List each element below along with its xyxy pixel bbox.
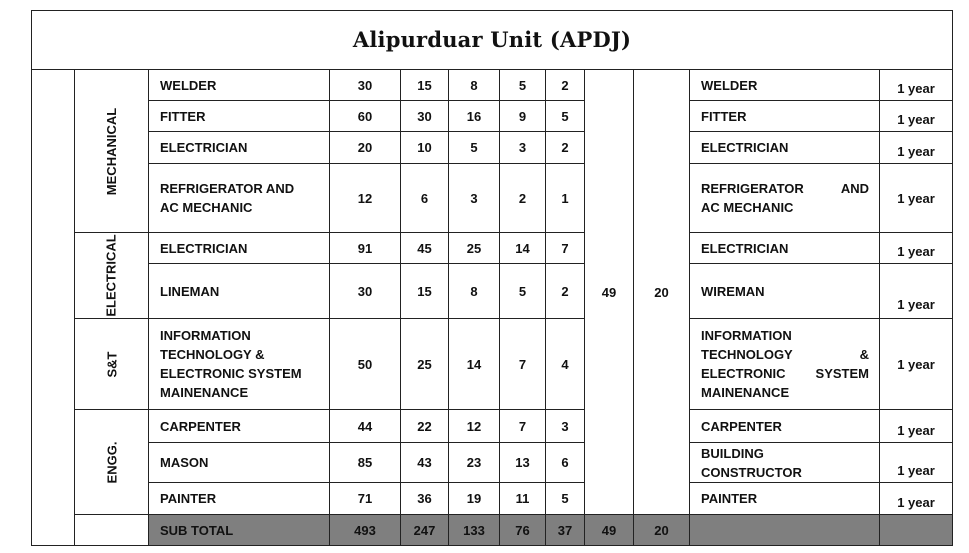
- value-cell: 12: [329, 163, 401, 233]
- value-cell: 25: [448, 232, 500, 264]
- table-title: Alipurduar Unit (APDJ): [352, 27, 632, 52]
- group-label: ELECTRICAL: [104, 234, 119, 317]
- value-cell: 7: [499, 318, 546, 410]
- group-label: S&T: [104, 351, 119, 377]
- value-cell: 44: [329, 409, 401, 443]
- course-word: REFRIGERATOR: [701, 181, 804, 196]
- value-cell: 30: [400, 100, 449, 132]
- trade-cell: ELECTRICIAN: [148, 232, 330, 264]
- value-cell: 50: [329, 318, 401, 410]
- trade-line: REFRIGERATOR AND: [160, 181, 295, 196]
- trade-cell: LINEMAN: [148, 263, 330, 319]
- group-st: [74, 318, 149, 410]
- value-cell: 13: [499, 442, 546, 483]
- group-label: ENGG.: [104, 441, 119, 483]
- value-cell: 16: [448, 100, 500, 132]
- trade-line: INFORMATION: [160, 328, 251, 343]
- value-cell: 60: [329, 100, 401, 132]
- duration-cell: 1 year: [879, 232, 953, 264]
- value-cell: 30: [329, 69, 401, 101]
- duration-cell: 1 year: [879, 163, 953, 233]
- course-cell: [689, 442, 880, 483]
- value-cell: 5: [545, 100, 585, 132]
- subtotal-blank: [689, 514, 880, 546]
- trade-cell: FITTER: [148, 100, 330, 132]
- value-cell: 71: [329, 482, 401, 515]
- blank-left-column: [31, 69, 75, 546]
- trade-cell: WELDER: [148, 69, 330, 101]
- trade-cell: MASON: [148, 442, 330, 483]
- value-cell: 14: [499, 232, 546, 264]
- value-cell: 3: [545, 409, 585, 443]
- trade-cell: [148, 318, 330, 410]
- trade-line: AC MECHANIC: [160, 200, 253, 215]
- group-electrical: [74, 232, 149, 319]
- trade-cell: ELECTRICIAN: [148, 131, 330, 164]
- group-engg: [74, 409, 149, 515]
- value-cell: 6: [400, 163, 449, 233]
- value-cell: 2: [545, 69, 585, 101]
- value-cell: 36: [400, 482, 449, 515]
- duration-cell: 1 year: [879, 482, 953, 515]
- subtotal-value: 493: [329, 514, 401, 546]
- value-cell: 14: [448, 318, 500, 410]
- trade-cell: PAINTER: [148, 482, 330, 515]
- course-cell: WIREMAN: [689, 263, 880, 319]
- value-cell: 3: [499, 131, 546, 164]
- subtotal-blank: [879, 514, 953, 546]
- course-line: [701, 345, 869, 364]
- value-cell: 3: [448, 163, 500, 233]
- course-word: ELECTRONIC: [701, 366, 786, 381]
- value-cell: 4: [545, 318, 585, 410]
- value-cell: 25: [400, 318, 449, 410]
- value-cell: 5: [499, 263, 546, 319]
- course-cell: [689, 163, 880, 233]
- course-cell: ELECTRICIAN: [689, 232, 880, 264]
- value-cell: 1: [545, 163, 585, 233]
- subtotal-value: 247: [400, 514, 449, 546]
- value-cell: 19: [448, 482, 500, 515]
- trade-line: MAINENANCE: [160, 385, 249, 400]
- course-line: [701, 179, 869, 198]
- duration-cell: 1 year: [879, 442, 953, 483]
- subtotal-value: 133: [448, 514, 500, 546]
- duration-cell: 1 year: [879, 263, 953, 319]
- value-cell: 43: [400, 442, 449, 483]
- course-word: &: [859, 347, 869, 362]
- course-word: SYSTEM: [815, 366, 869, 381]
- value-cell: 22: [400, 409, 449, 443]
- course-line: INFORMATION: [701, 328, 792, 343]
- course-word: TECHNOLOGY: [701, 347, 793, 362]
- course-line: [701, 364, 869, 383]
- course-cell: [689, 318, 880, 410]
- value-cell: 11: [499, 482, 546, 515]
- value-cell: 10: [400, 131, 449, 164]
- course-line: CONSTRUCTOR: [701, 464, 802, 480]
- value-cell: 9: [499, 100, 546, 132]
- value-cell: 8: [448, 263, 500, 319]
- subtotal-value: 20: [633, 514, 690, 546]
- duration-cell: 1 year: [879, 131, 953, 164]
- duration-cell: 1 year: [879, 318, 953, 410]
- value-cell: 91: [329, 232, 401, 264]
- course-line: BUILDING: [701, 445, 764, 461]
- subtotal-value: 49: [584, 514, 634, 546]
- value-cell: 85: [329, 442, 401, 483]
- value-cell: 7: [499, 409, 546, 443]
- duration-cell: 1 year: [879, 409, 953, 443]
- trade-line: ELECTRONIC SYSTEM: [160, 366, 302, 381]
- value-cell: 8: [448, 69, 500, 101]
- value-cell: 23: [448, 442, 500, 483]
- subtotal-value: 37: [545, 514, 585, 546]
- value-cell: 45: [400, 232, 449, 264]
- value-cell: 20: [329, 131, 401, 164]
- value-cell: 15: [400, 69, 449, 101]
- duration-cell: 1 year: [879, 100, 953, 132]
- value-cell: 5: [545, 482, 585, 515]
- course-line: MAINENANCE: [701, 385, 790, 400]
- value-cell: 2: [499, 163, 546, 233]
- value-cell: 2: [545, 263, 585, 319]
- course-line: AC MECHANIC: [701, 200, 794, 215]
- merged-value-cell: 49: [584, 69, 634, 515]
- subtotal-value: 76: [499, 514, 546, 546]
- course-cell: WELDER: [689, 69, 880, 101]
- merged-value-cell: 20: [633, 69, 690, 515]
- trade-cell: [148, 163, 330, 233]
- duration-cell: 1 year: [879, 69, 953, 101]
- course-cell: CARPENTER: [689, 409, 880, 443]
- value-cell: 6: [545, 442, 585, 483]
- value-cell: 12: [448, 409, 500, 443]
- value-cell: 2: [545, 131, 585, 164]
- value-cell: 5: [448, 131, 500, 164]
- value-cell: 5: [499, 69, 546, 101]
- course-cell: PAINTER: [689, 482, 880, 515]
- group-mechanical: [74, 69, 149, 233]
- subtotal-label: SUB TOTAL: [148, 514, 330, 546]
- table-title-row: [31, 10, 953, 70]
- value-cell: 15: [400, 263, 449, 319]
- course-cell: FITTER: [689, 100, 880, 132]
- value-cell: 30: [329, 263, 401, 319]
- course-cell: ELECTRICIAN: [689, 131, 880, 164]
- group-label: MECHANICAL: [104, 107, 120, 195]
- course-word: AND: [840, 181, 869, 196]
- value-cell: 7: [545, 232, 585, 264]
- trade-line: TECHNOLOGY &: [160, 347, 265, 362]
- group-subtotal-blank: [74, 514, 149, 546]
- trade-cell: CARPENTER: [148, 409, 330, 443]
